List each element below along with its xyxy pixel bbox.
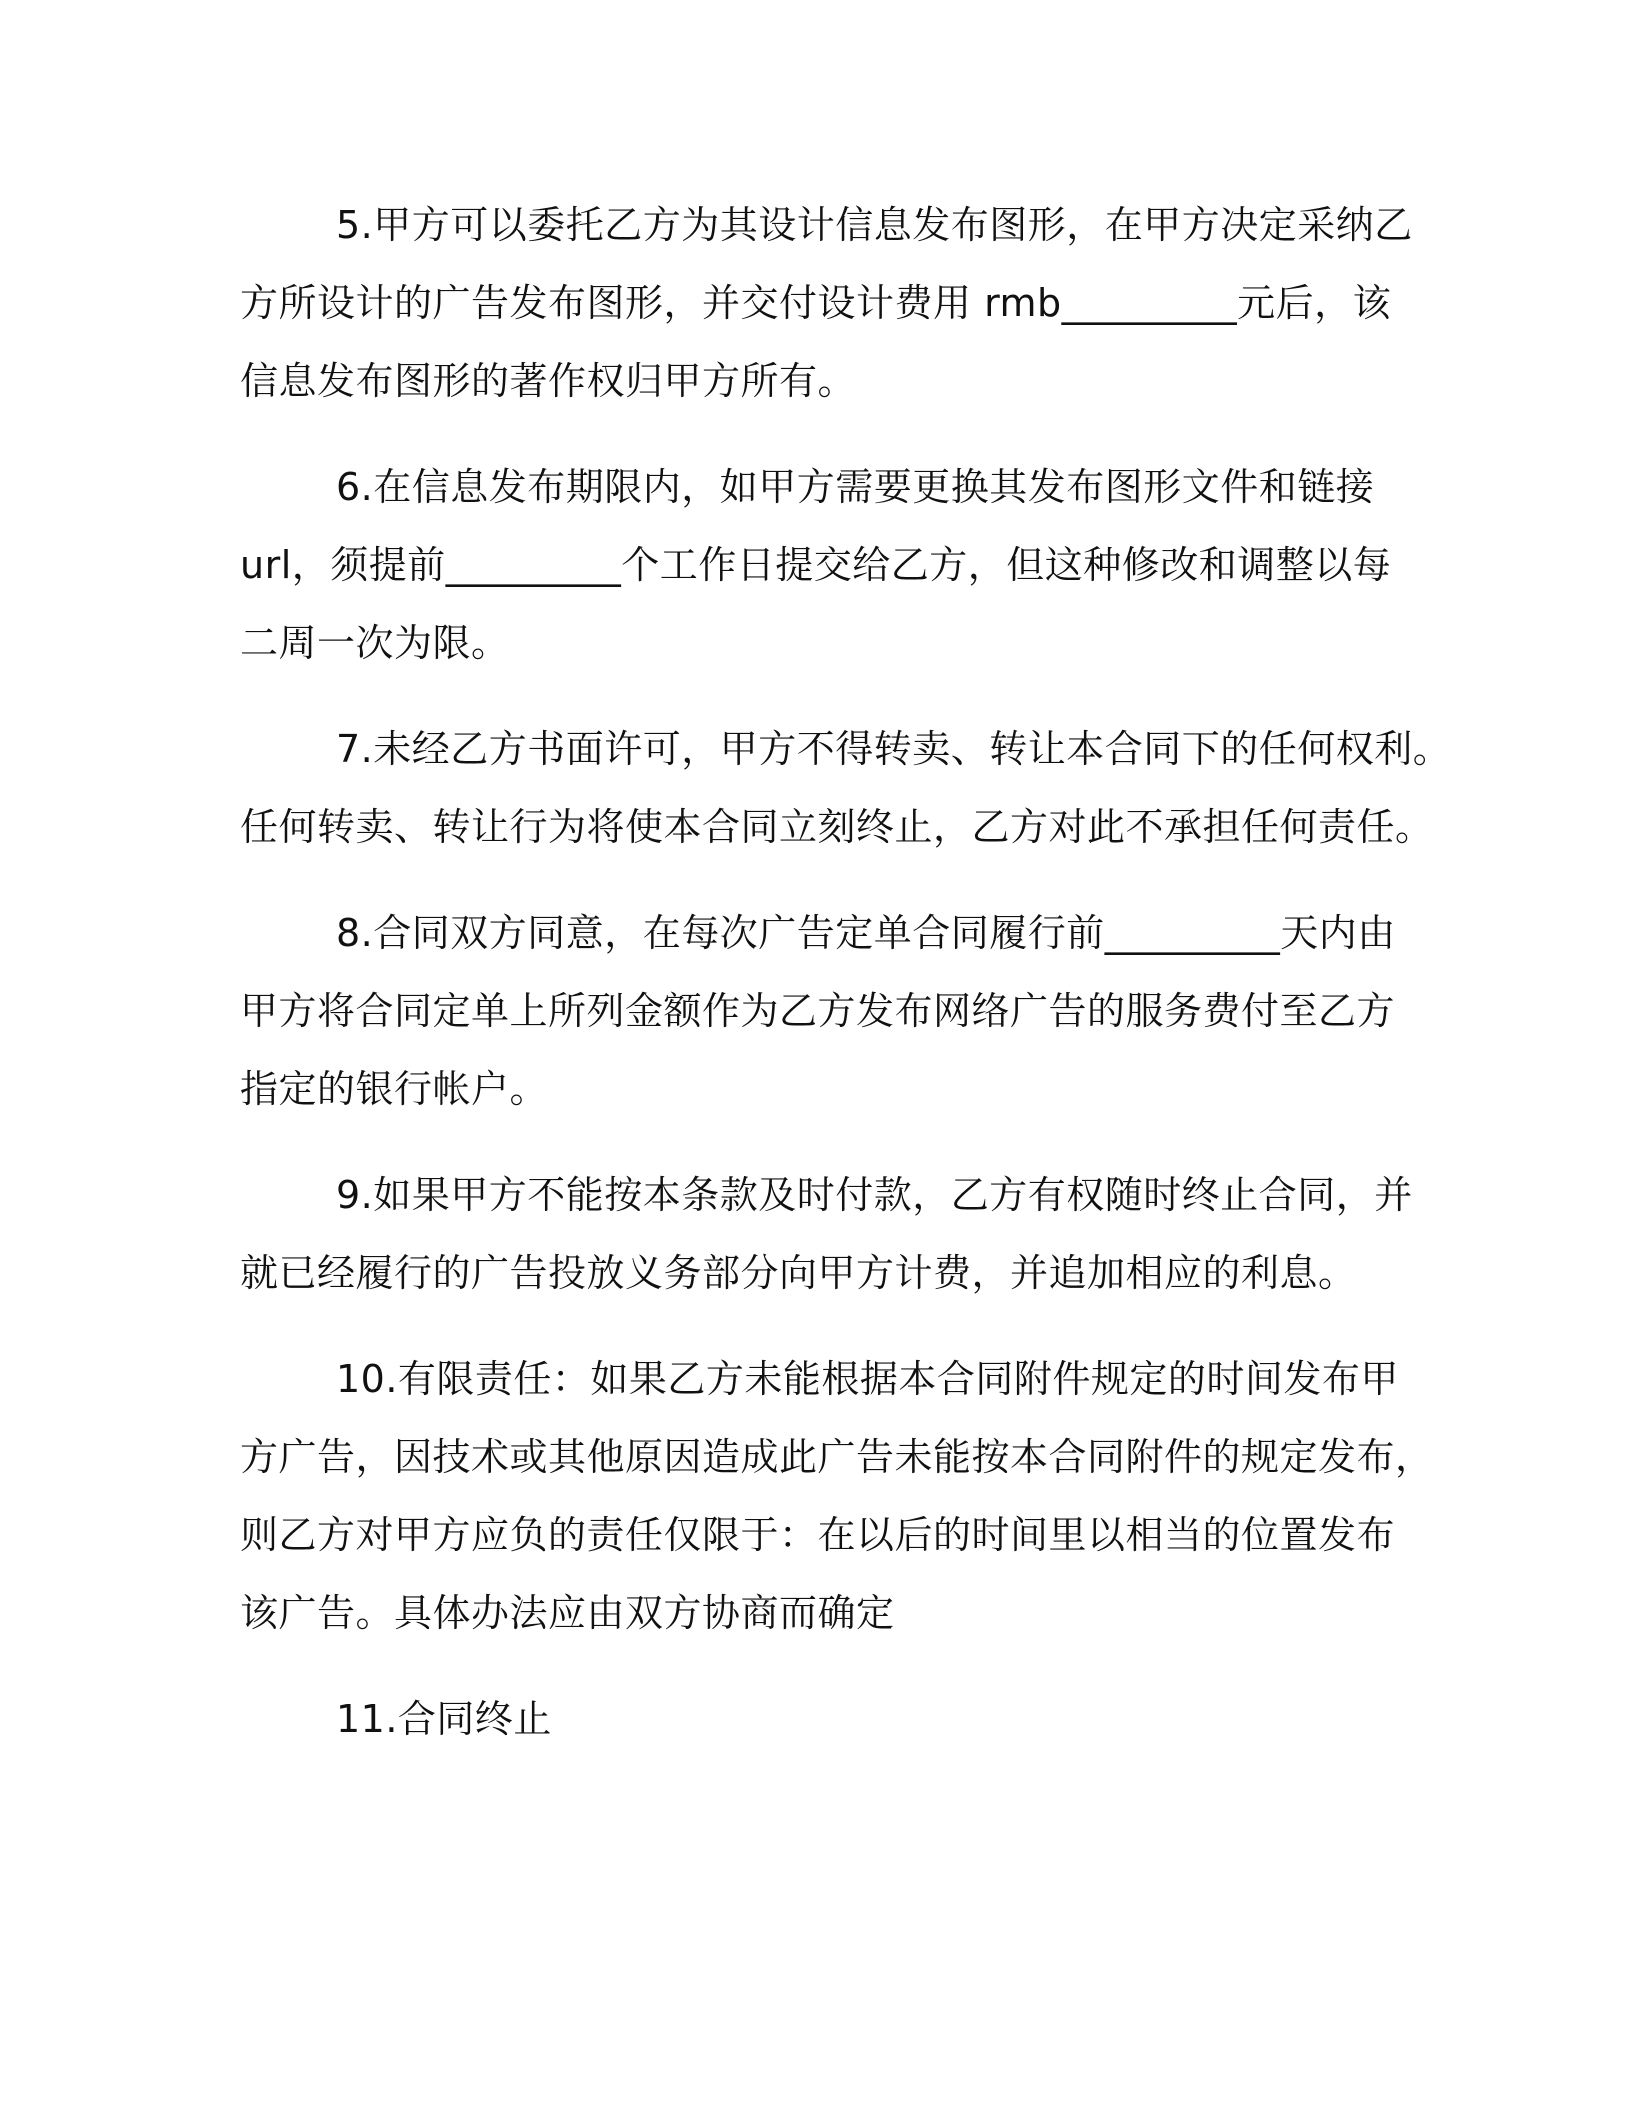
clause-9: [240, 1156, 1416, 1312]
clause-line: 8.合同双方同意，在每次广告定单合同履行前_________天内由: [336, 911, 1396, 955]
clause-7: [240, 710, 1452, 866]
clause-line: 则乙方对甲方应负的责任仅限于：在以后的时间里以相当的位置发布: [240, 1513, 1396, 1557]
clause-line: 方广告，因技术或其他原因造成此广告未能按本合同附件的规定发布，: [240, 1435, 1434, 1479]
clause-line: 11.合同终止: [336, 1697, 552, 1741]
clause-line: 任何转卖、转让行为将使本合同立刻终止，乙方对此不承担任何责任。: [240, 805, 1434, 849]
document-body: [240, 186, 1452, 1786]
clause-line: 5.甲方可以委托乙方为其设计信息发布图形，在甲方决定采纳乙: [336, 203, 1413, 247]
clause-line: 该广告。具体办法应由双方协商而确定: [240, 1591, 895, 1635]
clause-line: 方所设计的广告发布图形，并交付设计费用 rmb_________元后，该: [240, 281, 1392, 325]
clause-6: [240, 448, 1416, 682]
clause-line: 9.如果甲方不能按本条款及时付款，乙方有权随时终止合同，并: [336, 1173, 1413, 1217]
clause-line: 10.有限责任：如果乙方未能根据本合同附件规定的时间发布甲: [336, 1357, 1399, 1401]
clause-line: 信息发布图形的著作权归甲方所有。: [240, 359, 857, 403]
clause-line: 就已经履行的广告投放义务部分向甲方计费，并追加相应的利息。: [240, 1251, 1357, 1295]
clause-5: [240, 186, 1416, 420]
clause-line: 6.在信息发布期限内，如甲方需要更换其发布图形文件和链接: [336, 465, 1375, 509]
clause-line: 甲方将合同定单上所列金额作为乙方发布网络广告的服务费付至乙方: [240, 989, 1396, 1033]
clause-10: [240, 1340, 1434, 1652]
clause-line: url，须提前_________个工作日提交给乙方，但这种修改和调整以每: [240, 543, 1392, 587]
clause-line: 指定的银行帐户。: [240, 1067, 549, 1111]
clause-line: 7.未经乙方书面许可，甲方不得转卖、转让本合同下的任何权利。: [336, 727, 1452, 771]
clause-11: [240, 1680, 1416, 1758]
clause-line: 二周一次为限。: [240, 621, 510, 665]
clause-8: [240, 894, 1416, 1128]
